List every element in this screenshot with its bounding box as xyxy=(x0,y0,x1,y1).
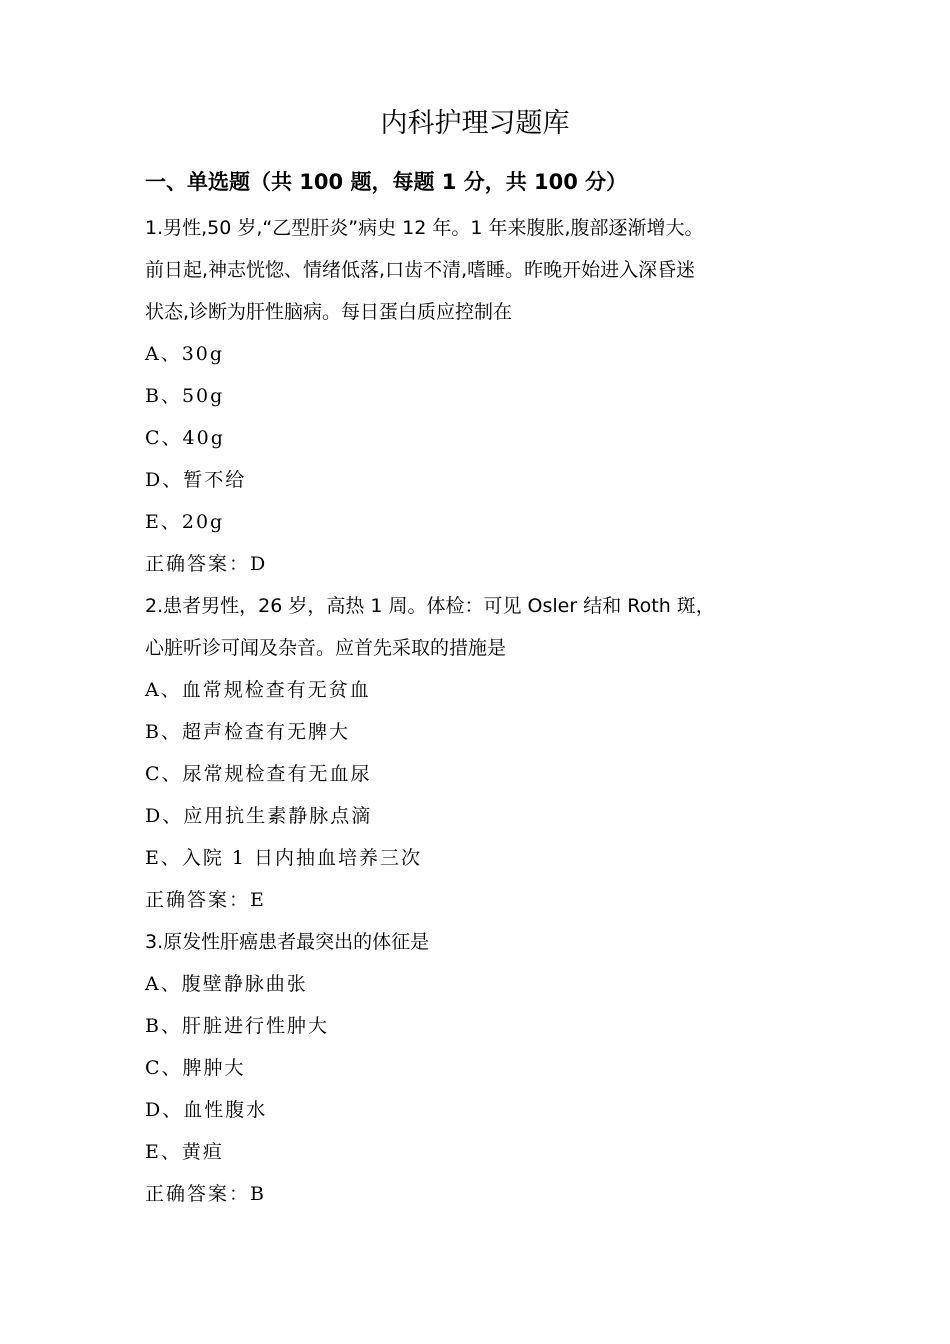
question-option: A、血常规检查有无贫血 xyxy=(145,679,371,701)
question-option: C、尿常规检查有无血尿 xyxy=(145,763,372,785)
section-heading: 一、单选题（共 100 题，每题 1 分，共 100 分） xyxy=(145,170,628,194)
question-option: C、脾肿大 xyxy=(145,1057,246,1079)
correct-answer: 正确答案：B xyxy=(145,1183,266,1205)
question-option: B、肝脏进行性肿大 xyxy=(145,1015,329,1037)
question-option: E、入院 1 日内抽血培养三次 xyxy=(145,847,423,869)
question-option: A、30g xyxy=(145,343,225,365)
question-stem-line: 状态,诊断为肝性脑病。每日蛋白质应控制在 xyxy=(145,301,513,323)
question-option: C、40g xyxy=(145,427,225,449)
question-option: D、血性腹水 xyxy=(145,1099,268,1121)
question-stem-line: 1.男性,50 岁,“乙型肝炎”病史 12 年。1 年来腹胀,腹部逐渐增大。 xyxy=(145,217,704,239)
question-option: A、腹壁静脉曲张 xyxy=(145,973,308,995)
question-stem-line: 心脏听诊可闻及杂音。应首先采取的措施是 xyxy=(145,637,507,659)
question-option: D、暂不给 xyxy=(145,469,247,491)
correct-answer: 正确答案：E xyxy=(145,889,266,911)
question-option: D、应用抗生素静脉点滴 xyxy=(145,805,373,827)
question-option: E、20g xyxy=(145,511,225,533)
correct-answer: 正确答案：D xyxy=(145,553,268,575)
question-option: B、50g xyxy=(145,385,225,407)
question-stem-line: 2.患者男性，26 岁，高热 1 周。体检：可见 Osler 结和 Roth 斑， xyxy=(145,595,715,617)
question-stem-line: 3.原发性肝癌患者最突出的体征是 xyxy=(145,931,430,953)
question-option: B、超声检查有无脾大 xyxy=(145,721,350,743)
document-title: 内科护理习题库 xyxy=(380,108,570,139)
question-stem-line: 前日起,神志恍惚、情绪低落,口齿不清,嗜睡。昨晚开始进入深昏迷 xyxy=(145,259,696,281)
question-option: E、黄疸 xyxy=(145,1141,224,1163)
